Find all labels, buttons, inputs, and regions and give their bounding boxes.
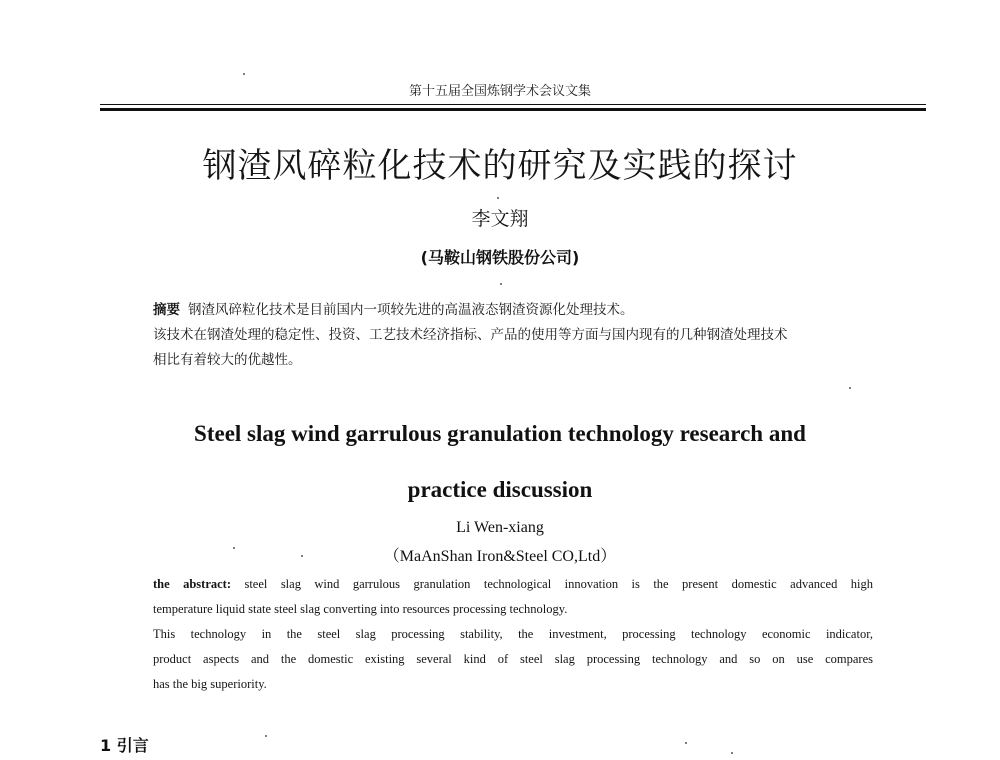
english-abstract-line: product aspects and the domestic existing several kind of steel slag processing technology and so on use compares [153, 652, 873, 666]
scan-speck [500, 283, 502, 285]
chinese-abstract-text: 钢渣风碎粒化技术是目前国内一项较先进的高温液态钢渣资源化处理技术。 [188, 302, 634, 318]
scan-speck [243, 73, 245, 75]
header-rule-thin [100, 104, 926, 105]
scan-speck [497, 197, 499, 199]
english-abstract-text: steel slag wind garrulous granulation technological innovation is the present domestic advanced high [244, 577, 874, 591]
scan-speck [301, 555, 303, 557]
english-abstract-line: has the big superiority. [153, 677, 267, 691]
chinese-abstract-line: 该技术在钢渣处理的稳定性、投资、工艺技术经济指标、产品的使用等方面与国内现有的几种钢渣处理技术 [153, 327, 788, 343]
scan-speck [731, 752, 733, 754]
english-affiliation: （MaAnShan Iron&Steel CO,Ltd） [383, 548, 617, 565]
english-title-line-1: Steel slag wind garrulous granulation technology research and [194, 421, 806, 446]
english-abstract [153, 572, 873, 697]
english-author: Li Wen-xiang [456, 519, 544, 536]
section-heading-introduction: 1 引言 [100, 736, 149, 755]
english-abstract-line: This technology in the steel slag processing stability, the investment, processing technology economic indicator, [153, 627, 873, 641]
chinese-abstract [153, 298, 893, 373]
chinese-title: 钢渣风碎粒化技术的研究及实践的探讨 [202, 146, 798, 186]
scan-speck [265, 735, 267, 737]
english-abstract-line: temperature liquid state steel slag converting into resources processing technology. [153, 602, 568, 616]
chinese-abstract-line: 相比有着较大的优越性。 [153, 352, 302, 368]
chinese-affiliation: (马鞍山钢铁股份公司) [420, 248, 580, 267]
running-head: 第十五届全国炼钢学术会议文集 [408, 84, 591, 99]
english-abstract-line [153, 572, 873, 597]
english-title-line-2: practice discussion [407, 477, 593, 502]
scan-speck [685, 742, 687, 744]
chinese-abstract-label: 摘要 [153, 302, 180, 318]
header-rule-thick [100, 108, 926, 111]
scan-speck [849, 387, 851, 389]
scan-speck [233, 547, 235, 549]
english-abstract-label: the abstract: [153, 577, 232, 591]
chinese-author: 李文翔 [471, 208, 529, 230]
chinese-abstract-line [153, 298, 893, 323]
